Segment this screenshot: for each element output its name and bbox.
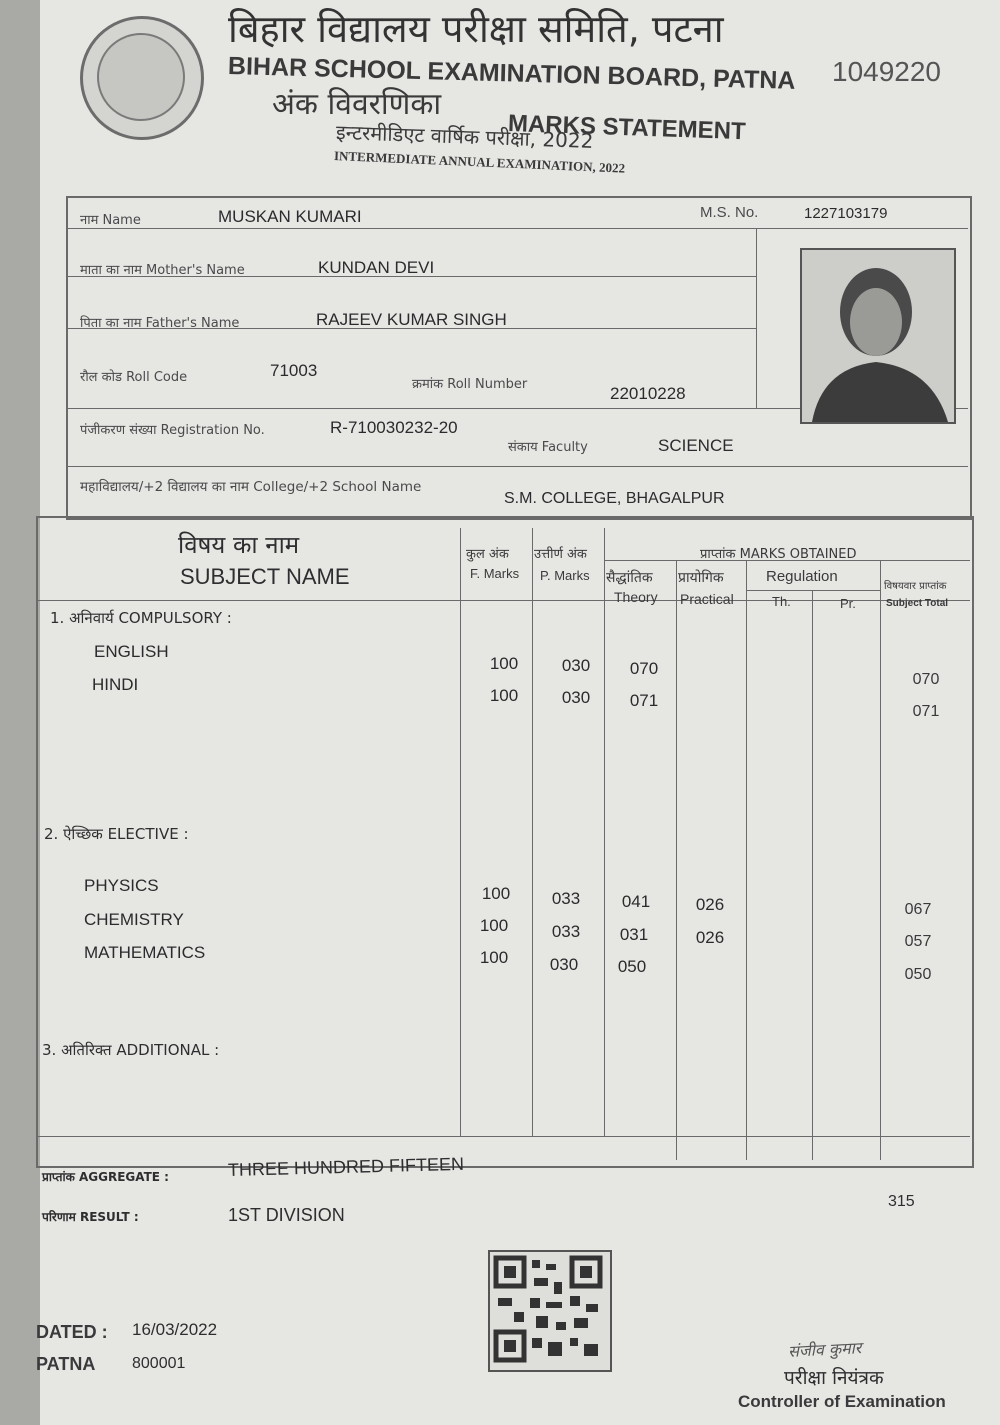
exam-name-hindi: इन्टरमीडिएट वार्षिक परीक्षा, 2022 (335, 120, 594, 153)
place-label: PATNA (36, 1354, 96, 1374)
full-marks-header: F. Marks (470, 566, 520, 581)
full-marks: 100 (481, 884, 511, 903)
pass-marks: 033 (551, 922, 581, 941)
roll-code-label: रौल कोड Roll Code (80, 370, 188, 385)
section-elective: 2. ऐच्छिक ELECTIVE : (44, 825, 189, 843)
roll-code-value: 71003 (270, 361, 318, 380)
board-seal-logo (80, 16, 204, 140)
full-marks-header-hindi: कुल अंक (466, 547, 509, 562)
ms-no-label: M.S. No. (700, 204, 759, 221)
board-name-english: BIHAR SCHOOL EXAMINATION BOARD, PATNA (227, 52, 796, 95)
aggregate-label: प्राप्तांक AGGREGATE : (42, 1170, 169, 1184)
college-value: S.M. COLLEGE, BHAGALPUR (504, 490, 725, 507)
section-additional: 3. अतिरिक्त ADDITIONAL : (42, 1041, 220, 1059)
faculty-label: संकाय Faculty (508, 440, 588, 455)
controller-title: Controller of Examination (738, 1392, 946, 1411)
full-marks: 100 (479, 916, 509, 935)
theory-marks: 031 (619, 925, 649, 944)
pass-marks-header: P. Marks (540, 568, 590, 583)
theory-marks: 071 (629, 691, 659, 710)
subject-total: 067 (904, 901, 932, 918)
aggregate-value: 315 (888, 1193, 915, 1210)
pass-marks: 030 (561, 656, 591, 675)
full-marks: 100 (479, 948, 509, 967)
subject-name: PHYSICS (84, 876, 159, 895)
roll-number-value: 22010228 (610, 384, 686, 403)
dated-label: DATED : (36, 1322, 108, 1342)
theory-header: Theory (614, 589, 658, 605)
subject-total: 070 (912, 671, 940, 688)
result-label: परिणाम RESULT : (42, 1210, 139, 1224)
father-name: RAJEEV KUMAR SINGH (316, 310, 507, 329)
pass-marks: 030 (561, 688, 591, 707)
subject-name: CHEMISTRY (84, 910, 184, 929)
exam-name-english: INTERMEDIATE ANNUAL EXAMINATION, 2022 (333, 148, 626, 176)
subject-total: 050 (904, 966, 932, 983)
pass-marks: 030 (549, 955, 579, 974)
full-marks: 100 (489, 654, 519, 673)
student-name: MUSKAN KUMARI (218, 207, 362, 226)
qr-code (488, 1250, 612, 1372)
regulation-theory-header: Th. (772, 594, 791, 609)
statement-title-english: MARKS STATEMENT (507, 110, 747, 146)
subject-name-header: SUBJECT NAME (180, 564, 350, 589)
full-marks: 100 (489, 686, 519, 705)
subject-total: 071 (912, 703, 940, 720)
subject-total: 057 (904, 933, 932, 950)
mother-name: KUNDAN DEVI (318, 258, 435, 277)
pass-marks-header-hindi: उत्तीर्ण अंक (534, 547, 587, 562)
controller-signature: संजीव कुमार (787, 1338, 862, 1361)
name-label: नाम Name (80, 213, 141, 228)
father-name-label: पिता का नाम Father's Name (80, 316, 240, 331)
section-compulsory: 1. अनिवार्य COMPULSORY : (50, 609, 232, 627)
faculty-value: SCIENCE (658, 436, 734, 455)
statement-title-hindi: अंक विवरणिका (272, 87, 442, 122)
pin-code: 800001 (132, 1355, 186, 1372)
serial-number: 1049220 (832, 56, 942, 87)
subject-name-header-hindi: विषय का नाम (178, 531, 300, 559)
student-photo (800, 248, 956, 424)
subject-name: ENGLISH (94, 642, 169, 661)
practical-marks: 026 (695, 895, 725, 914)
result-value: 1ST DIVISION (228, 1205, 345, 1225)
theory-marks: 070 (629, 659, 659, 678)
college-label: महाविद्यालय/+2 विद्यालय का नाम College/+2 School Name (80, 479, 422, 495)
issue-date: 16/03/2022 (132, 1320, 218, 1339)
ms-no-value: 1227103179 (804, 205, 888, 222)
practical-header-hindi: प्रायोगिक (678, 570, 724, 586)
regulation-practical-header: Pr. (840, 596, 856, 611)
subject-total-header-hindi: विषयवार प्राप्तांक (884, 581, 947, 592)
roll-number-label: क्रमांक Roll Number (412, 377, 528, 392)
subject-name: MATHEMATICS (84, 943, 206, 962)
theory-marks: 041 (621, 892, 651, 911)
registration-value: R-710030232-20 (330, 418, 458, 437)
practical-header: Practical (680, 591, 734, 607)
theory-marks: 050 (617, 957, 647, 976)
subject-name: HINDI (92, 675, 139, 694)
aggregate-in-words: THREE HUNDRED FIFTEEN (227, 1153, 465, 1180)
marks-obtained-header: प्राप्तांक MARKS OBTAINED (700, 547, 857, 562)
regulation-header: Regulation (766, 568, 838, 585)
subject-total-header: Subject Total (886, 598, 949, 609)
controller-title-hindi: परीक्षा नियंत्रक (784, 1367, 884, 1389)
board-name-hindi: बिहार विद्यालय परीक्षा समिति, पटना (228, 7, 724, 51)
theory-header-hindi: सैद्धांतिक (606, 570, 653, 586)
registration-label: पंजीकरण संख्या Registration No. (80, 423, 265, 438)
mother-name-label: माता का नाम Mother's Name (80, 263, 245, 278)
pass-marks: 033 (551, 889, 581, 908)
practical-marks: 026 (695, 928, 725, 947)
